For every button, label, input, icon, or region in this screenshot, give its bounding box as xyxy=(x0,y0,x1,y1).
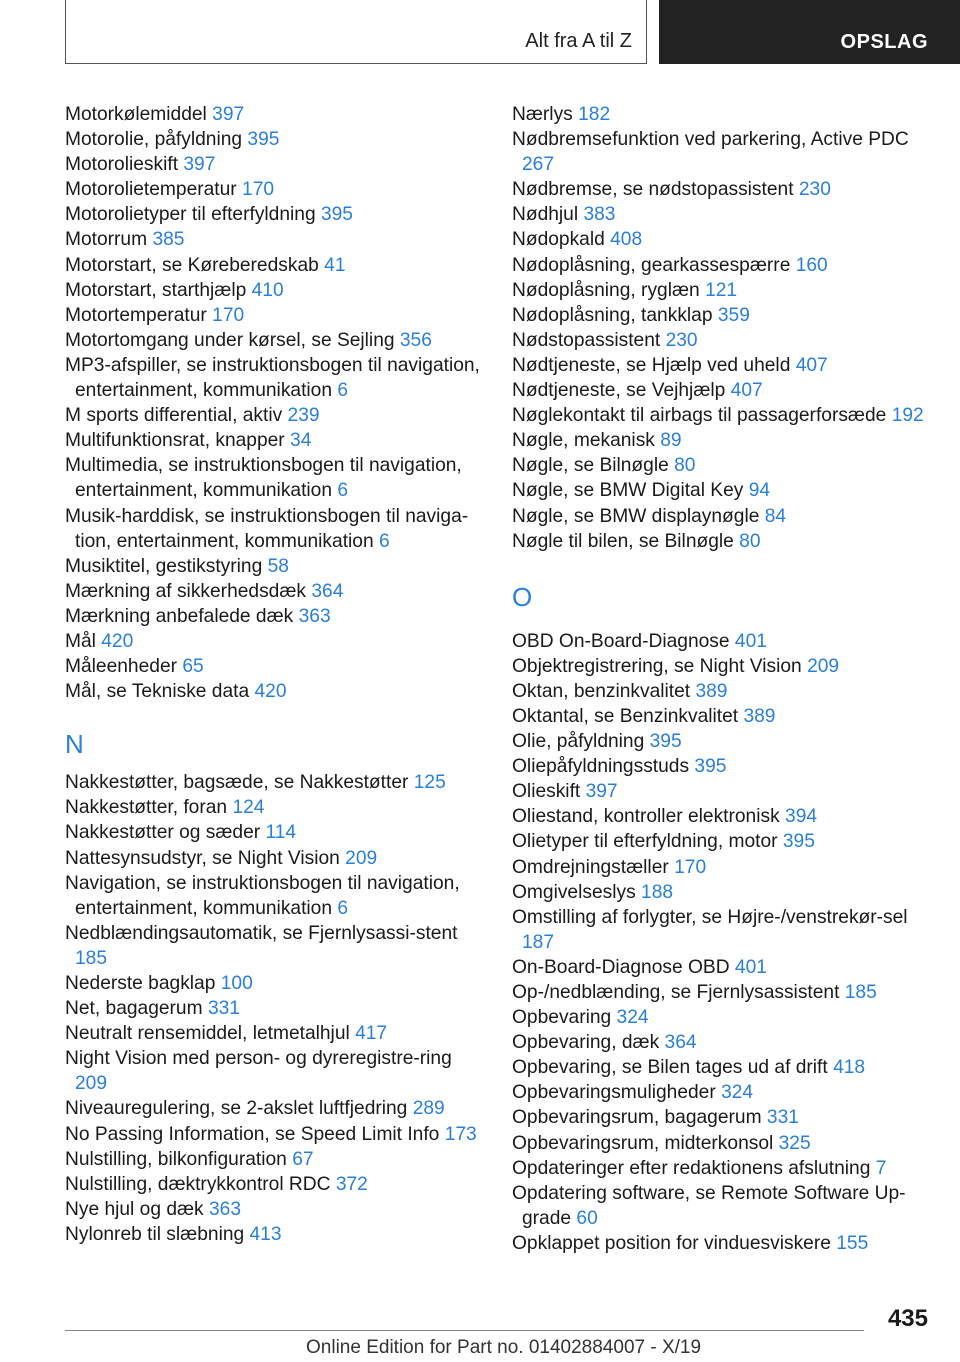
index-entry-text: Motortemperatur xyxy=(65,304,207,326)
index-entry xyxy=(512,679,932,704)
page-reference-link[interactable]: 170 xyxy=(242,179,275,201)
page-reference-link[interactable]: 395 xyxy=(247,129,280,151)
index-entry xyxy=(65,846,485,871)
page-reference-link[interactable]: 170 xyxy=(212,304,245,326)
index-entry-text: Omdrejningstæller xyxy=(512,856,669,878)
page-reference-link[interactable]: 420 xyxy=(101,630,134,652)
index-letter-heading: O xyxy=(512,581,533,612)
index-entry xyxy=(512,177,932,202)
index-entry xyxy=(65,629,485,654)
index-entry xyxy=(512,1105,932,1130)
index-entry-text: Nødtjeneste, se Vejhjælp xyxy=(512,380,726,402)
index-entry xyxy=(65,253,485,278)
index-entry-text: Neutralt rensemiddel, letmetalhjul xyxy=(65,1023,350,1045)
index-entry xyxy=(65,127,485,152)
index-entry-text: Opbevaring, dæk xyxy=(512,1032,660,1054)
index-entry xyxy=(512,1156,932,1181)
index-entry xyxy=(512,629,932,654)
index-entry xyxy=(512,729,932,754)
chapter-title: Alt fra A til Z xyxy=(525,30,632,52)
page-reference-link[interactable]: 121 xyxy=(705,279,738,301)
index-entry-text: Opbevaringsrum, midterkonsol xyxy=(512,1132,774,1154)
index-entry xyxy=(65,403,485,428)
index-entry xyxy=(512,1231,932,1256)
index-entry xyxy=(65,278,485,303)
index-entry xyxy=(65,554,485,579)
index-entry-text: Motorolietyper til efterfyldning xyxy=(65,204,316,226)
page-reference-link[interactable]: 395 xyxy=(694,756,727,778)
index-entry xyxy=(65,504,485,554)
index-entry-text: Nakkestøtter og sæder xyxy=(65,822,261,844)
index-entry-text: Nødbremsefunktion ved parkering, Active PDC xyxy=(512,129,909,151)
page-reference-link[interactable]: 394 xyxy=(785,806,818,828)
index-entry xyxy=(65,820,485,845)
page-reference-link[interactable]: 331 xyxy=(766,1107,799,1129)
page-reference-link[interactable]: 80 xyxy=(739,530,761,552)
page-reference-link[interactable]: 418 xyxy=(833,1057,866,1079)
index-entry-text: Multifunktionsrat, knapper xyxy=(65,430,285,452)
index-entry-text: Musik-harddisk, se instruktionsbogen til naviga-tion, entertainment, kommunikation xyxy=(65,505,469,552)
page-reference-link[interactable]: 60 xyxy=(576,1207,598,1229)
page-reference-link[interactable]: 6 xyxy=(337,897,349,919)
page-reference-link[interactable]: 331 xyxy=(207,998,240,1020)
index-entry xyxy=(512,102,932,127)
page-reference-link[interactable]: 6 xyxy=(337,380,349,402)
index-entry xyxy=(512,1005,932,1030)
index-entry xyxy=(512,353,932,378)
index-entry-text: Opdatering software, se Remote Software Up-grade xyxy=(512,1182,906,1229)
index-entry-text: Nødstopassistent xyxy=(512,329,661,351)
index-entry-text: Nærlys xyxy=(512,104,573,125)
index-entry xyxy=(65,971,485,996)
index-entry xyxy=(65,795,485,820)
page-reference-link[interactable]: 182 xyxy=(578,104,611,125)
index-entry xyxy=(512,127,932,177)
index-entry xyxy=(512,453,932,478)
page-reference-link[interactable]: 397 xyxy=(183,154,216,176)
index-entry-text: MP3-afspiller, se instruktionsbogen til navigation, entertainment, kommunikation xyxy=(65,354,480,402)
index-column-right xyxy=(512,102,932,1256)
index-entry-text: Motorolie, påfyldning xyxy=(65,129,243,151)
index-entry xyxy=(65,177,485,202)
index-entry xyxy=(65,996,485,1021)
page-reference-link[interactable]: 173 xyxy=(444,1123,477,1145)
page-reference-link[interactable]: 324 xyxy=(616,1007,649,1029)
index-entry-text: Nødtjeneste, se Hjælp ved uheld xyxy=(512,354,791,376)
index-entry-text: Mål xyxy=(65,630,96,652)
index-entry-text: Opbevaring xyxy=(512,1007,612,1029)
index-entry xyxy=(65,303,485,328)
index-entry xyxy=(512,855,932,880)
index-entry-text: Nøglekontakt til airbags til passagerforsæde xyxy=(512,405,887,427)
page-reference-link[interactable]: 187 xyxy=(522,931,555,953)
index-entry-text: Nøgle til bilen, se Bilnøgle xyxy=(512,530,734,552)
page-reference-link[interactable]: 395 xyxy=(782,831,815,853)
index-entry xyxy=(512,1181,932,1231)
index-entry-text: Nøgle, se Bilnøgle xyxy=(512,455,669,477)
page-reference-link[interactable]: 6 xyxy=(337,480,349,502)
page-reference-link[interactable]: 100 xyxy=(220,973,253,994)
page-reference-link[interactable]: 230 xyxy=(665,329,698,351)
page-reference-link[interactable]: 407 xyxy=(730,380,763,402)
index-entry-text: Niveauregulering, se 2-akslet luftfjedring xyxy=(65,1098,408,1120)
index-entry-text: Nødoplåsning, tankklap xyxy=(512,304,713,326)
index-entry xyxy=(512,428,932,453)
index-entry xyxy=(65,227,485,252)
index-entry xyxy=(512,704,932,729)
index-entry-text: Motorrum xyxy=(65,229,148,251)
page-reference-link[interactable]: 389 xyxy=(743,705,776,727)
index-entry-text: Opbevaringsmuligheder xyxy=(512,1082,716,1104)
page-reference-link[interactable]: 324 xyxy=(721,1082,754,1104)
page-reference-link[interactable]: 41 xyxy=(324,254,346,276)
index-entry-text: No Passing Information, se Speed Limit Info xyxy=(65,1123,440,1145)
index-entry-text: Nødoplåsning, ryglæn xyxy=(512,279,700,301)
index-entry xyxy=(512,253,932,278)
page-number: 435 xyxy=(887,1305,928,1332)
page-reference-link[interactable]: 401 xyxy=(734,630,767,652)
page-reference-link[interactable]: 410 xyxy=(251,279,284,301)
index-entry xyxy=(512,829,932,854)
index-column-left xyxy=(65,102,485,1247)
page-reference-link[interactable]: 209 xyxy=(75,1073,108,1095)
index-entry xyxy=(512,378,932,403)
page-reference-link[interactable]: 267 xyxy=(522,154,555,176)
index-entry-text: OBD On-Board-Diagnose xyxy=(512,630,730,652)
page-reference-link[interactable]: 114 xyxy=(265,822,297,844)
index-entry-text: Mærkning af sikkerhedsdæk xyxy=(65,580,307,602)
index-entry-text: Opdateringer efter redaktionens afslutning xyxy=(512,1157,871,1179)
index-entry xyxy=(65,328,485,353)
index-entry-text: On-Board-Diagnose OBD xyxy=(512,956,730,978)
header-chapter-box xyxy=(65,0,647,64)
page-reference-link[interactable]: 7 xyxy=(875,1157,887,1179)
index-entry xyxy=(65,579,485,604)
page-reference-link[interactable]: 395 xyxy=(649,731,682,753)
page-reference-link[interactable]: 125 xyxy=(413,772,446,794)
index-entry-text: Motorstart, starthjælp xyxy=(65,279,247,301)
page-reference-link[interactable]: 230 xyxy=(798,179,831,201)
page-reference-link[interactable]: 192 xyxy=(891,405,924,427)
index-entry xyxy=(65,353,485,403)
index-entry xyxy=(512,278,932,303)
index-entry xyxy=(512,754,932,779)
index-entry xyxy=(65,1122,485,1147)
page-reference-link[interactable]: 209 xyxy=(807,655,840,677)
page-reference-link[interactable]: 359 xyxy=(717,304,750,326)
index-entry-text: Olieskift xyxy=(512,781,581,803)
page-reference-link[interactable]: 401 xyxy=(734,956,767,978)
page-reference-link[interactable]: 6 xyxy=(378,530,390,552)
index-entry xyxy=(65,1147,485,1172)
page-reference-link[interactable]: 289 xyxy=(412,1098,445,1120)
index-entry xyxy=(65,604,485,629)
page-reference-link[interactable]: 413 xyxy=(249,1223,282,1245)
index-entry-text: Oliestand, kontroller elektronisk xyxy=(512,806,780,828)
index-entry xyxy=(512,227,932,252)
page-reference-link[interactable]: 58 xyxy=(267,555,289,577)
page-reference-link[interactable]: 89 xyxy=(660,430,682,452)
page-reference-link[interactable]: 363 xyxy=(298,605,331,627)
index-entry xyxy=(512,328,932,353)
index-entry-text: Motorolieskift xyxy=(65,154,179,176)
index-entry xyxy=(65,1096,485,1121)
page-reference-link[interactable]: 170 xyxy=(674,856,707,878)
index-entry xyxy=(65,921,485,971)
index-entry xyxy=(65,1197,485,1222)
index-entry xyxy=(65,1021,485,1046)
index-entry-text: Nedblændingsautomatik, se Fjernlysassi-stent xyxy=(65,922,458,944)
index-entry xyxy=(512,654,932,679)
index-entry xyxy=(65,202,485,227)
index-entry xyxy=(512,880,932,905)
index-entry-text: Nulstilling, bilkonfiguration xyxy=(65,1148,287,1170)
index-entry-text: Navigation, se instruktionsbogen til navigation, entertainment, kommunikation xyxy=(65,872,460,919)
index-entry xyxy=(512,1080,932,1105)
page-reference-link[interactable]: 94 xyxy=(748,480,771,502)
index-entry xyxy=(512,980,932,1005)
index-entry xyxy=(65,679,485,704)
index-entry-text: Olietyper til efterfyldning, motor xyxy=(512,831,778,853)
index-entry-text: Nødopkald xyxy=(512,229,605,251)
index-entry-text: Motorkølemiddel xyxy=(65,104,207,125)
index-entry-text: Måleenheder xyxy=(65,656,178,678)
index-entry xyxy=(512,478,932,503)
index-entry-text: Oktan, benzinkvalitet xyxy=(512,680,691,702)
index-entry xyxy=(512,955,932,980)
index-entry xyxy=(65,1046,485,1096)
footer-edition-text: Online Edition for Part no. 01402884007 - X/19 xyxy=(306,1337,702,1358)
page-reference-link[interactable]: 397 xyxy=(212,104,245,125)
index-entry xyxy=(512,1030,932,1055)
page-reference-link[interactable]: 407 xyxy=(795,354,828,376)
index-entry-text: Night Vision med person- og dyreregistre-ring xyxy=(65,1048,452,1070)
index-entry-text: Opbevaring, se Bilen tages ud af drift xyxy=(512,1057,828,1079)
page-reference-link[interactable]: 417 xyxy=(355,1023,388,1045)
index-entry-text: Nødoplåsning, gearkassespærre xyxy=(512,254,791,276)
page-reference-link[interactable]: 383 xyxy=(583,204,616,226)
index-entry-text: Nulstilling, dæktrykkontrol RDC xyxy=(65,1173,331,1195)
index-entry xyxy=(65,152,485,177)
section-title: OPSLAG xyxy=(840,31,928,53)
index-entry xyxy=(65,1222,485,1247)
index-entry-text: Objektregistrering, se Night Vision xyxy=(512,655,802,677)
index-entry xyxy=(512,804,932,829)
page-reference-link[interactable]: 356 xyxy=(399,329,432,351)
index-entry xyxy=(512,1131,932,1156)
index-entry-text: Omgivelseslys xyxy=(512,881,636,903)
index-entry xyxy=(512,303,932,328)
page-reference-link[interactable]: 395 xyxy=(320,204,353,226)
index-letter-heading: N xyxy=(65,729,84,760)
index-entry xyxy=(512,529,932,554)
page-reference-link[interactable]: 364 xyxy=(311,580,344,602)
index-entry-text: Motorstart, se Køreberedskab xyxy=(65,254,319,276)
page-reference-link[interactable]: 372 xyxy=(335,1173,368,1195)
index-entry xyxy=(512,905,932,955)
page-reference-link[interactable]: 84 xyxy=(764,505,787,527)
index-entry xyxy=(65,1172,485,1197)
index-entry-text: Nakkestøtter, bagsæde, se Nakkestøtter xyxy=(65,772,409,794)
index-entry-text: Opklappet position for vinduesviskere xyxy=(512,1232,831,1254)
page-reference-link[interactable]: 65 xyxy=(182,656,204,678)
page-reference-link[interactable]: 155 xyxy=(836,1232,869,1254)
page-reference-link[interactable]: 185 xyxy=(75,947,108,969)
index-entry xyxy=(65,453,485,503)
page-reference-link[interactable]: 389 xyxy=(695,680,728,702)
index-entry xyxy=(65,654,485,679)
page-reference-link[interactable]: 34 xyxy=(290,430,312,452)
index-entry xyxy=(65,770,485,795)
index-entry xyxy=(512,202,932,227)
index-entry-text: Oliepåfyldningsstuds xyxy=(512,756,690,778)
page-reference-link[interactable]: 239 xyxy=(287,405,320,427)
index-entry xyxy=(65,102,485,127)
page-reference-link[interactable]: 364 xyxy=(664,1032,697,1054)
index-entry-text: Motorolietemperatur xyxy=(65,179,237,201)
index-entry xyxy=(65,428,485,453)
page-reference-link[interactable]: 325 xyxy=(778,1132,811,1154)
index-entry xyxy=(512,779,932,804)
page-reference-link[interactable]: 160 xyxy=(795,254,828,276)
index-entry-text: Net, bagagerum xyxy=(65,998,203,1020)
index-entry-text: Motortomgang under kørsel, se Sejling xyxy=(65,329,395,351)
footer-divider xyxy=(65,1330,864,1331)
index-entry xyxy=(65,871,485,921)
page-reference-link[interactable]: 397 xyxy=(585,781,618,803)
index-entry-text: Nylonreb til slæbning xyxy=(65,1223,245,1245)
index-entry-text: Musiktitel, gestikstyring xyxy=(65,555,263,577)
index-entry xyxy=(512,1055,932,1080)
index-entry-text: Nederste bagklap xyxy=(65,973,216,994)
page-reference-link[interactable]: 420 xyxy=(254,681,287,703)
index-entry xyxy=(512,504,932,529)
index-entry-text: Nakkestøtter, foran xyxy=(65,797,228,819)
page-reference-link[interactable]: 363 xyxy=(209,1198,242,1220)
page-reference-link[interactable]: 185 xyxy=(844,982,877,1003)
index-entry-text: M sports differential, aktiv xyxy=(65,405,283,427)
index-entry-text: Olie, påfyldning xyxy=(512,731,645,753)
page-reference-link[interactable]: 188 xyxy=(641,881,674,903)
index-entry-text: Nøgle, se BMW Digital Key xyxy=(512,480,744,502)
index-entry-text: Mål, se Tekniske data xyxy=(65,681,250,703)
page-reference-link[interactable]: 124 xyxy=(232,797,265,819)
index-entry-text: Opbevaringsrum, bagagerum xyxy=(512,1107,762,1129)
page-reference-link[interactable]: 209 xyxy=(345,847,378,869)
index-entry-text: Omstilling af forlygter, se Højre-/venstrekør-sel xyxy=(512,906,908,928)
index-entry-text: Nødhjul xyxy=(512,204,579,226)
page-reference-link[interactable]: 408 xyxy=(610,229,643,251)
page-reference-link[interactable]: 385 xyxy=(152,229,185,251)
index-entry-text: Multimedia, se instruktionsbogen til navigation, entertainment, kommunikation xyxy=(65,455,462,502)
page-reference-link[interactable]: 67 xyxy=(292,1148,314,1170)
index-entry-text: Nødbremse, se nødstopassistent xyxy=(512,179,794,201)
index-entry xyxy=(512,403,932,428)
header-section-tab xyxy=(659,0,960,64)
index-entry-text: Mærkning anbefalede dæk xyxy=(65,605,294,627)
index-entry-text: Nattesynsudstyr, se Night Vision xyxy=(65,847,340,869)
index-entry-text: Nøgle, se BMW displaynøgle xyxy=(512,505,760,527)
index-entry-text: Nøgle, mekanisk xyxy=(512,430,655,452)
index-entry-text: Nye hjul og dæk xyxy=(65,1198,204,1220)
index-entry-text: Op-/nedblænding, se Fjernlysassistent xyxy=(512,982,840,1003)
page-reference-link[interactable]: 80 xyxy=(674,455,696,477)
index-entry-text: Oktantal, se Benzinkvalitet xyxy=(512,705,739,727)
